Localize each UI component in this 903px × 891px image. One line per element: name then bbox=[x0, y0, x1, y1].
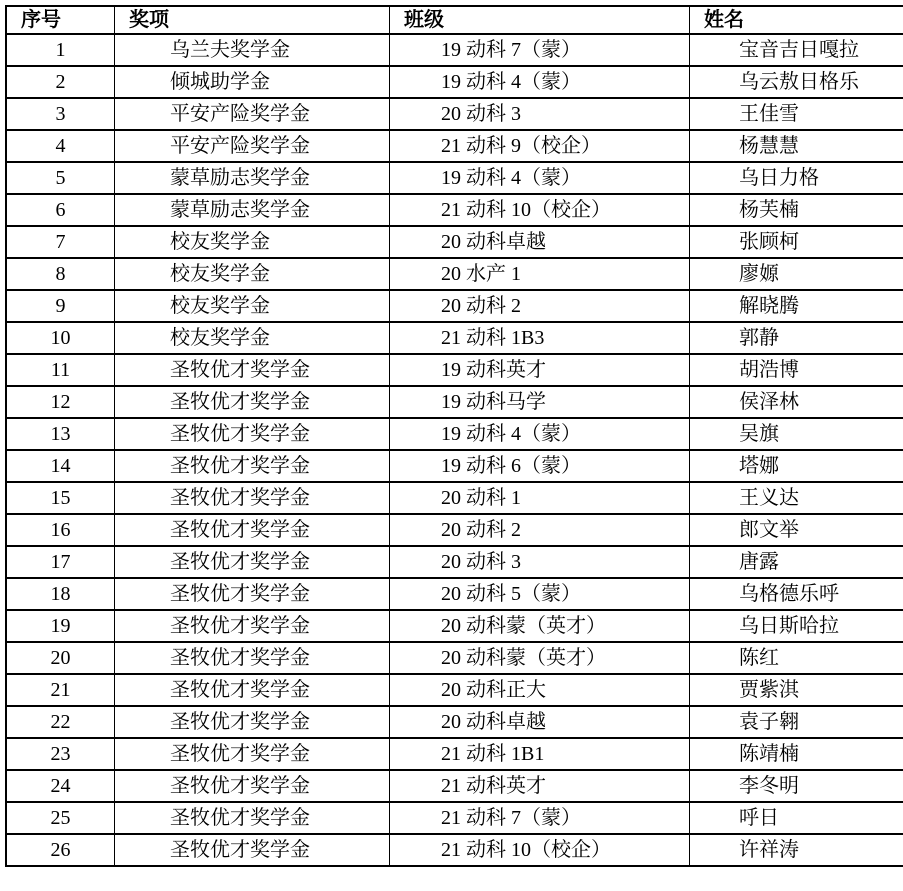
cell-no: 24 bbox=[6, 770, 115, 802]
table-row bbox=[6, 642, 903, 674]
cell-no: 22 bbox=[6, 706, 115, 738]
cell-no: 16 bbox=[6, 514, 115, 546]
cell-no: 9 bbox=[6, 290, 115, 322]
cell-name: 唐露 bbox=[690, 546, 903, 578]
cell-award: 倾城助学金 bbox=[115, 66, 390, 98]
table-row bbox=[6, 66, 903, 98]
cell-no: 5 bbox=[6, 162, 115, 194]
cell-class: 20 动科 2 bbox=[390, 290, 690, 322]
table-row bbox=[6, 34, 903, 66]
table-row bbox=[6, 194, 903, 226]
table-row bbox=[6, 738, 903, 770]
cell-name: 杨慧慧 bbox=[690, 130, 903, 162]
header-cell-no: 序号 bbox=[6, 6, 115, 34]
cell-award: 圣牧优才奖学金 bbox=[115, 770, 390, 802]
cell-class: 19 动科英才 bbox=[390, 354, 690, 386]
cell-class: 21 动科 9（校企） bbox=[390, 130, 690, 162]
cell-class: 20 动科 2 bbox=[390, 514, 690, 546]
cell-no: 26 bbox=[6, 834, 115, 866]
cell-class: 20 动科 5（蒙） bbox=[390, 578, 690, 610]
cell-name: 陈红 bbox=[690, 642, 903, 674]
cell-name: 宝音吉日嘎拉 bbox=[690, 34, 903, 66]
table-row bbox=[6, 258, 903, 290]
cell-class: 19 动科 4（蒙） bbox=[390, 162, 690, 194]
cell-award: 校友奖学金 bbox=[115, 258, 390, 290]
cell-class: 19 动科 4（蒙） bbox=[390, 66, 690, 98]
cell-class: 20 动科 1 bbox=[390, 482, 690, 514]
scholarship-award-table bbox=[5, 5, 903, 867]
cell-award: 圣牧优才奖学金 bbox=[115, 418, 390, 450]
cell-class: 19 动科马学 bbox=[390, 386, 690, 418]
header-cell-award: 奖项 bbox=[115, 6, 390, 34]
cell-class: 21 动科 1B3 bbox=[390, 322, 690, 354]
cell-award: 蒙草励志奖学金 bbox=[115, 162, 390, 194]
cell-name: 侯泽林 bbox=[690, 386, 903, 418]
table-row bbox=[6, 290, 903, 322]
cell-award: 平安产险奖学金 bbox=[115, 130, 390, 162]
cell-class: 20 动科卓越 bbox=[390, 706, 690, 738]
cell-award: 蒙草励志奖学金 bbox=[115, 194, 390, 226]
cell-no: 17 bbox=[6, 546, 115, 578]
cell-name: 呼日 bbox=[690, 802, 903, 834]
cell-no: 19 bbox=[6, 610, 115, 642]
cell-award: 圣牧优才奖学金 bbox=[115, 642, 390, 674]
cell-name: 廖嫄 bbox=[690, 258, 903, 290]
cell-class: 19 动科 7（蒙） bbox=[390, 34, 690, 66]
cell-no: 14 bbox=[6, 450, 115, 482]
cell-class: 19 动科 6（蒙） bbox=[390, 450, 690, 482]
table-row bbox=[6, 130, 903, 162]
cell-name: 乌云敖日格乐 bbox=[690, 66, 903, 98]
cell-name: 塔娜 bbox=[690, 450, 903, 482]
cell-award: 圣牧优才奖学金 bbox=[115, 450, 390, 482]
cell-class: 21 动科 7（蒙） bbox=[390, 802, 690, 834]
table-body bbox=[6, 34, 903, 866]
cell-class: 21 动科 10（校企） bbox=[390, 834, 690, 866]
cell-award: 圣牧优才奖学金 bbox=[115, 386, 390, 418]
cell-award: 圣牧优才奖学金 bbox=[115, 674, 390, 706]
cell-award: 圣牧优才奖学金 bbox=[115, 706, 390, 738]
cell-name: 乌格德乐呼 bbox=[690, 578, 903, 610]
cell-award: 圣牧优才奖学金 bbox=[115, 514, 390, 546]
cell-award: 圣牧优才奖学金 bbox=[115, 610, 390, 642]
cell-name: 郎文举 bbox=[690, 514, 903, 546]
table-row bbox=[6, 322, 903, 354]
cell-award: 圣牧优才奖学金 bbox=[115, 482, 390, 514]
table-row bbox=[6, 706, 903, 738]
table-row bbox=[6, 450, 903, 482]
table-row bbox=[6, 610, 903, 642]
cell-class: 20 动科正大 bbox=[390, 674, 690, 706]
cell-no: 6 bbox=[6, 194, 115, 226]
cell-award: 圣牧优才奖学金 bbox=[115, 578, 390, 610]
table-row bbox=[6, 514, 903, 546]
cell-name: 乌日斯哈拉 bbox=[690, 610, 903, 642]
cell-name: 郭静 bbox=[690, 322, 903, 354]
cell-class: 20 动科蒙（英才） bbox=[390, 610, 690, 642]
cell-no: 2 bbox=[6, 66, 115, 98]
cell-class: 19 动科 4（蒙） bbox=[390, 418, 690, 450]
table-row bbox=[6, 674, 903, 706]
cell-no: 11 bbox=[6, 354, 115, 386]
cell-class: 20 动科蒙（英才） bbox=[390, 642, 690, 674]
table-row bbox=[6, 802, 903, 834]
table-row bbox=[6, 98, 903, 130]
header-cell-class: 班级 bbox=[390, 6, 690, 34]
cell-no: 25 bbox=[6, 802, 115, 834]
table-row bbox=[6, 578, 903, 610]
cell-no: 23 bbox=[6, 738, 115, 770]
cell-class: 21 动科 1B1 bbox=[390, 738, 690, 770]
cell-class: 21 动科英才 bbox=[390, 770, 690, 802]
header-cell-name: 姓名 bbox=[690, 6, 903, 34]
cell-name: 乌日力格 bbox=[690, 162, 903, 194]
document-page bbox=[0, 5, 903, 891]
cell-name: 张顾柯 bbox=[690, 226, 903, 258]
table-row bbox=[6, 834, 903, 866]
cell-award: 圣牧优才奖学金 bbox=[115, 834, 390, 866]
cell-class: 21 动科 10（校企） bbox=[390, 194, 690, 226]
cell-name: 许祥涛 bbox=[690, 834, 903, 866]
table-row bbox=[6, 226, 903, 258]
cell-name: 贾紫淇 bbox=[690, 674, 903, 706]
cell-no: 10 bbox=[6, 322, 115, 354]
cell-no: 20 bbox=[6, 642, 115, 674]
cell-class: 20 水产 1 bbox=[390, 258, 690, 290]
cell-name: 袁子翱 bbox=[690, 706, 903, 738]
cell-award: 校友奖学金 bbox=[115, 290, 390, 322]
cell-award: 校友奖学金 bbox=[115, 226, 390, 258]
table-row bbox=[6, 546, 903, 578]
cell-no: 3 bbox=[6, 98, 115, 130]
cell-name: 陈靖楠 bbox=[690, 738, 903, 770]
cell-class: 20 动科 3 bbox=[390, 546, 690, 578]
cell-name: 解晓腾 bbox=[690, 290, 903, 322]
cell-award: 乌兰夫奖学金 bbox=[115, 34, 390, 66]
cell-name: 吴旗 bbox=[690, 418, 903, 450]
cell-name: 王佳雪 bbox=[690, 98, 903, 130]
cell-no: 12 bbox=[6, 386, 115, 418]
cell-name: 胡浩博 bbox=[690, 354, 903, 386]
cell-name: 李冬明 bbox=[690, 770, 903, 802]
table-header bbox=[6, 6, 903, 34]
cell-name: 王义达 bbox=[690, 482, 903, 514]
cell-no: 21 bbox=[6, 674, 115, 706]
cell-no: 18 bbox=[6, 578, 115, 610]
table-row bbox=[6, 482, 903, 514]
table-row bbox=[6, 418, 903, 450]
cell-no: 13 bbox=[6, 418, 115, 450]
cell-award: 平安产险奖学金 bbox=[115, 98, 390, 130]
cell-class: 20 动科卓越 bbox=[390, 226, 690, 258]
cell-no: 4 bbox=[6, 130, 115, 162]
cell-award: 校友奖学金 bbox=[115, 322, 390, 354]
cell-no: 7 bbox=[6, 226, 115, 258]
cell-no: 8 bbox=[6, 258, 115, 290]
table-row bbox=[6, 770, 903, 802]
cell-award: 圣牧优才奖学金 bbox=[115, 546, 390, 578]
header-row bbox=[6, 6, 903, 34]
cell-no: 15 bbox=[6, 482, 115, 514]
table-row bbox=[6, 386, 903, 418]
table-row bbox=[6, 354, 903, 386]
cell-no: 1 bbox=[6, 34, 115, 66]
cell-name: 杨芙楠 bbox=[690, 194, 903, 226]
cell-class: 20 动科 3 bbox=[390, 98, 690, 130]
cell-award: 圣牧优才奖学金 bbox=[115, 738, 390, 770]
cell-award: 圣牧优才奖学金 bbox=[115, 802, 390, 834]
table-row bbox=[6, 162, 903, 194]
cell-award: 圣牧优才奖学金 bbox=[115, 354, 390, 386]
